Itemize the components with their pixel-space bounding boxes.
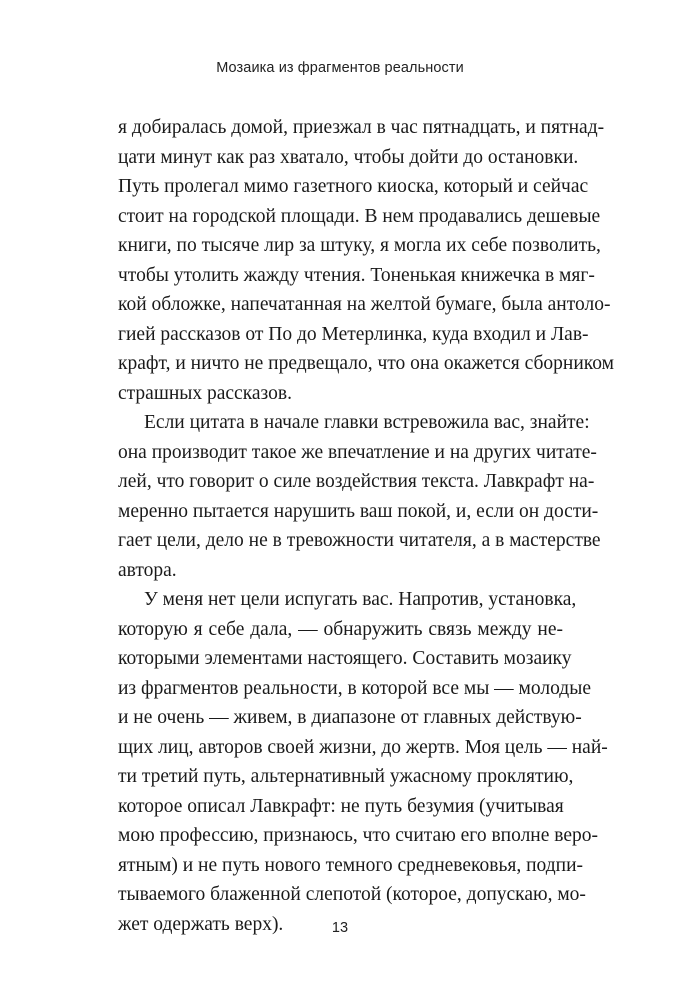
text-line: жет одержать верх). xyxy=(118,913,284,935)
paragraph-1 xyxy=(118,113,615,408)
text-line: страшных рассказов. xyxy=(118,382,292,404)
text-line: она производит такое же впечатление и на других читате- xyxy=(118,441,597,463)
text-line: ти третий путь, альтернативный ужасному проклятию, xyxy=(118,766,574,787)
paragraph-3 xyxy=(118,585,608,939)
text-line: крафт, и ничто не предвещало, что она окажется сборником xyxy=(118,353,615,374)
text-line: У меня нет цели испугать вас. Напротив, установка, xyxy=(144,589,577,610)
text-line: книги, по тысяче лир за штуку, я могла их себе позволить, xyxy=(118,235,601,256)
text-line: которыми элементами настоящего. Составить мозаику xyxy=(118,648,572,669)
text-line: щих лиц, авторов своей жизни, до жертв. Моя цель — най- xyxy=(118,736,608,758)
text-line: цати минут как раз хватало, чтобы дойти до остановки. xyxy=(118,146,579,168)
text-line: тываемого блаженной слепотой (которое, допускаю, мо- xyxy=(118,884,586,905)
text-line: Если цитата в начале главки встревожила вас, знайте: xyxy=(144,412,590,433)
text-line: стоит на городской площади. В нем продавались дешевые xyxy=(118,205,601,227)
text-line: и не очень — живем, в диапазоне от главных действую- xyxy=(118,707,582,728)
text-line: которое описал Лавкрафт: не путь безумия (учитывая xyxy=(118,795,564,817)
text-line: из фрагментов реальности, в которой все мы — молодые xyxy=(118,677,591,699)
text-line: гает цели, дело не в тревожности читателя, а в мастерстве xyxy=(118,530,601,551)
text-line: меренно пытается нарушить ваш покой, и, если он дости- xyxy=(118,500,599,522)
text-line: ятным) и не путь нового темного средневековья, подпи- xyxy=(118,854,584,876)
text-line: автора. xyxy=(118,559,177,581)
text-line: кой обложке, напечатанная на желтой бумаге, была антоло- xyxy=(118,294,611,315)
text-line: я добиралась домой, приезжал в час пятнадцать, и пятнад- xyxy=(118,117,605,138)
text-line: Путь пролегал мимо газетного киоска, который и сейчас xyxy=(118,176,589,197)
body-text xyxy=(118,113,615,939)
text-line: которую я себе дала, — обнаружить связь между не- xyxy=(118,618,563,640)
text-line: мою профессию, признаюсь, что считаю его вполне веро- xyxy=(118,825,599,846)
running-head-title: Мозаика из фрагментов реальности xyxy=(216,60,464,76)
paragraph-2 xyxy=(118,408,601,585)
text-line: чтобы утолить жажду чтения. Тоненькая книжечка в мяг- xyxy=(118,264,595,286)
text-line: гией рассказов от По до Метерлинка, куда входил и Лав- xyxy=(118,323,589,345)
page-number: 13 xyxy=(331,920,349,936)
text-line: лей, что говорит о силе воздействия текста. Лавкрафт на- xyxy=(118,471,595,492)
